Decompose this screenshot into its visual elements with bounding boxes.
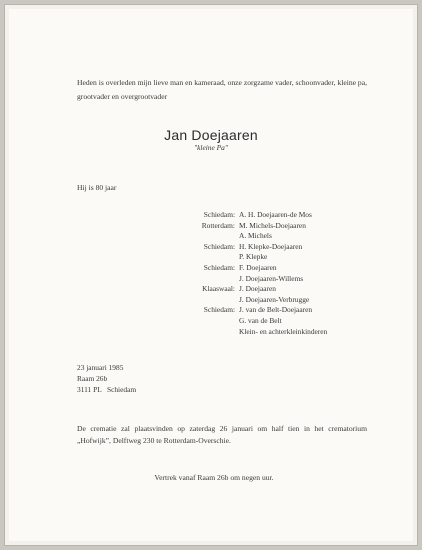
family-entry	[169, 305, 369, 326]
age-line: Hij is 80 jaar	[77, 183, 117, 192]
family-name: M. Michels-Doejaaren	[239, 220, 306, 230]
family-place: Schiedam:	[203, 210, 235, 219]
family-entry	[169, 210, 369, 221]
address-block	[77, 362, 136, 395]
family-name: P. Klepke	[239, 252, 268, 262]
family-entry	[169, 263, 369, 284]
death-notice-card	[4, 4, 418, 546]
family-place: Klaaswaal:	[202, 284, 235, 294]
family-name: H. Klepke-Doejaaren	[239, 241, 303, 251]
family-name: J. Doejaaren	[239, 284, 276, 294]
family-list	[169, 210, 369, 337]
family-place: Schiedam:	[203, 241, 235, 251]
nickname: "kleine Pa"	[194, 143, 228, 152]
family-name: A. Michels	[239, 231, 272, 241]
family-name: A. H. Doejaaren-de Mos	[239, 210, 312, 219]
family-entry	[169, 242, 369, 263]
departure-text: Vertrek vanaf Raam 26b om negen uur.	[154, 473, 274, 482]
family-entry	[169, 284, 369, 305]
family-place: Rotterdam:	[201, 220, 235, 230]
family-place: Schiedam:	[203, 305, 235, 315]
family-entry	[169, 221, 369, 242]
deceased-name: Jan Doejaaren	[164, 127, 258, 143]
family-name: J. Doejaaren-Willems	[239, 273, 304, 283]
street-address: Raam 26b	[77, 374, 108, 383]
family-name: J. van de Belt-Doejaaren	[239, 305, 313, 315]
family-name: F. Doejaaren	[239, 262, 277, 272]
grandchildren-line: Klein- en achterkleinkinderen	[239, 326, 328, 336]
notice-date: 23 januari 1985	[77, 363, 124, 372]
family-place: Schiedam:	[203, 262, 235, 272]
family-name: G. van de Belt	[239, 315, 282, 325]
family-name: J. Doejaaren-Verbrugge	[239, 294, 310, 304]
postal-city: 3111 PL Schiedam	[77, 385, 137, 394]
cremation-text: De crematie zal plaatsvinden op zaterdag 26 januari om half tien in het crematorium „Hofwijk”, Delftweg 230 te Rotterdam-Overschie.	[77, 424, 367, 445]
intro-text: Heden is overleden mijn lieve man en kameraad, onze zorgzame vader, schoonvader, kleine pa, grootvader en overgrootvader	[77, 78, 367, 101]
